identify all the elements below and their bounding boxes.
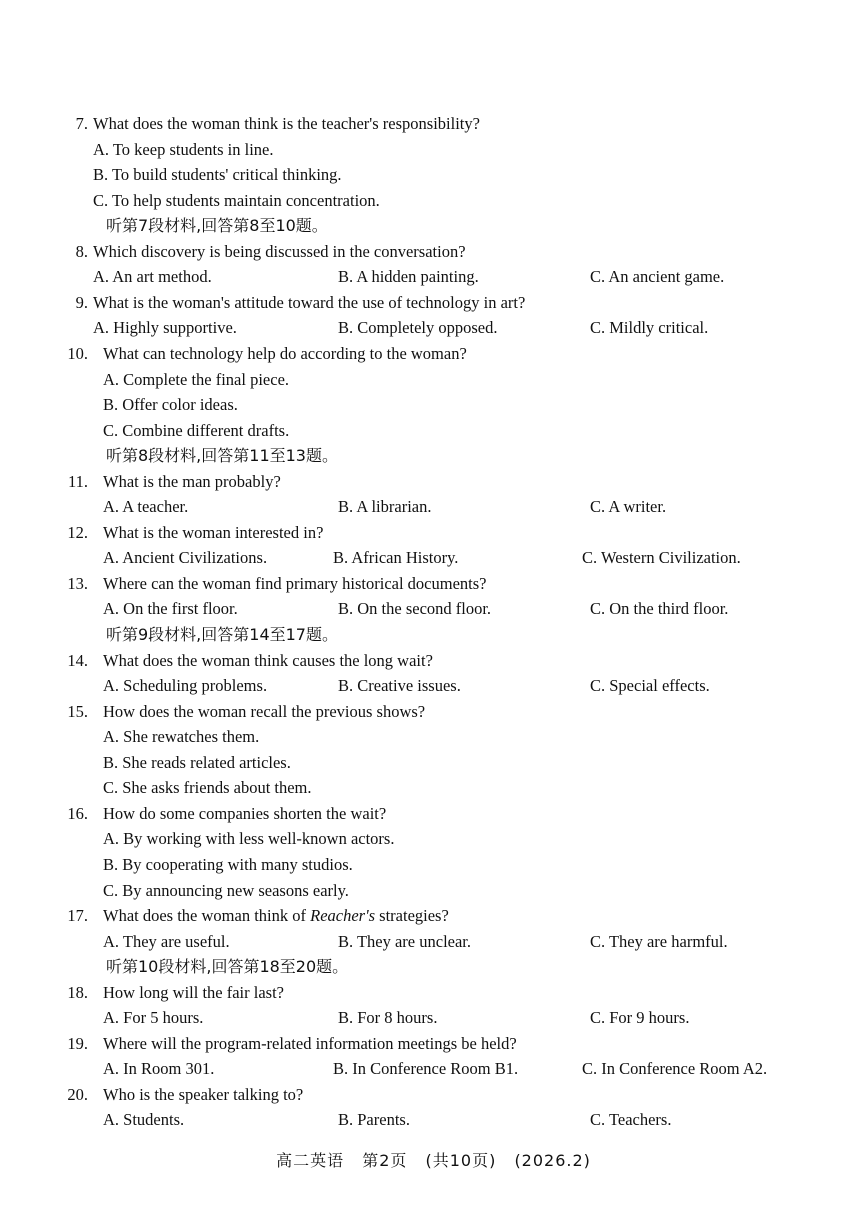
- question-text: How do some companies shorten the wait?: [103, 803, 387, 823]
- option-c: C. Western Civilization.: [582, 548, 741, 568]
- option-row: [0, 1057, 867, 1081]
- option-c: C. A writer.: [590, 497, 667, 517]
- question-text: Which discovery is being discussed in the conversation?: [93, 241, 466, 261]
- question-text: Who is the speaker talking to?: [103, 1084, 304, 1104]
- option-a: A. In Room 301.: [103, 1059, 215, 1079]
- option-b: B. Parents.: [338, 1110, 410, 1130]
- question-text: What is the woman interested in?: [103, 522, 324, 542]
- option-row: [0, 316, 867, 340]
- question-line: [0, 802, 867, 826]
- question-text: What can technology help do according to the woman?: [103, 343, 467, 363]
- option-b: B. To build students' critical thinking.: [93, 165, 342, 185]
- option-b: B. By cooperating with many studios.: [103, 854, 353, 874]
- question-text: What does the woman think is the teacher's responsibility?: [93, 114, 480, 133]
- option-c: C. Mildly critical.: [590, 318, 709, 338]
- footer-date: (2026.2): [514, 1151, 591, 1170]
- option-a: A. Students.: [103, 1110, 185, 1130]
- option-a: A. To keep students in line.: [93, 139, 274, 159]
- option-a: A. On the first floor.: [103, 599, 238, 619]
- option-c: C. An ancient game.: [590, 267, 725, 287]
- option-c: C. To help students maintain concentration.: [93, 190, 380, 210]
- option-row: [0, 265, 867, 289]
- question-number: 9.: [75, 292, 88, 312]
- question-text: What is the man probably?: [103, 471, 281, 491]
- question-number: 18.: [67, 982, 88, 1002]
- option-c: C. By announcing new seasons early.: [103, 880, 349, 900]
- option-b: B. Offer color ideas.: [103, 395, 238, 415]
- section-instruction: 听第9段材料,回答第14至17题。: [106, 625, 338, 644]
- question-text: Where can the woman find primary historical documents?: [103, 573, 487, 593]
- question-number: 11.: [67, 471, 88, 491]
- question-number: 14.: [67, 650, 88, 670]
- footer-total: (共10页): [425, 1151, 497, 1170]
- footer-page: 第2页: [362, 1151, 408, 1170]
- option-row: [0, 495, 867, 519]
- option-c: C. On the third floor.: [590, 599, 729, 619]
- section-instruction: 听第7段材料,回答第8至10题。: [106, 216, 328, 236]
- question-number: 16.: [67, 803, 88, 823]
- question-line: [0, 112, 867, 136]
- option-a: A. For 5 hours.: [103, 1008, 204, 1028]
- question-number: 7.: [75, 114, 88, 133]
- option-c: C. For 9 hours.: [590, 1008, 690, 1028]
- question-number: 19.: [67, 1033, 88, 1053]
- question-line: [0, 904, 867, 928]
- option-a: A. By working with less well-known actors.: [103, 829, 395, 849]
- option-b: B. They are unclear.: [338, 931, 472, 951]
- question-line: [0, 700, 867, 724]
- question-text: What does the woman think of Reacher's strategies?: [103, 906, 449, 926]
- question-line: [0, 981, 867, 1005]
- option-row: [0, 546, 867, 570]
- question-line: [0, 470, 867, 494]
- option-row: [0, 674, 867, 698]
- option-b: B. African History.: [333, 548, 459, 568]
- option-a: A. Highly supportive.: [93, 318, 237, 338]
- option-b: B. Completely opposed.: [338, 318, 498, 338]
- question-number: 15.: [67, 701, 88, 721]
- question-text: What is the woman's attitude toward the use of technology in art?: [93, 292, 526, 312]
- option-b: B. In Conference Room B1.: [333, 1059, 519, 1079]
- option-b: B. On the second floor.: [338, 599, 492, 619]
- option-a: A. She rewatches them.: [103, 727, 260, 747]
- question-line: [0, 521, 867, 545]
- question-line: [0, 1032, 867, 1056]
- question-line: [0, 572, 867, 596]
- option-b: B. A librarian.: [338, 497, 432, 517]
- page-footer: [0, 1148, 867, 1171]
- section-instruction: 听第10段材料,回答第18至20题。: [106, 957, 349, 977]
- option-b: B. A hidden painting.: [338, 267, 479, 287]
- option-row: [0, 1006, 867, 1030]
- option-b: B. Creative issues.: [338, 676, 461, 696]
- option-c: C. She asks friends about them.: [103, 778, 312, 798]
- question-number: 8.: [75, 241, 88, 261]
- question-text: What does the woman think causes the long wait?: [103, 650, 433, 670]
- question-line: [0, 1083, 867, 1107]
- footer-subject: 高二英语: [276, 1151, 345, 1170]
- question-number: 10.: [67, 343, 88, 363]
- option-a: A. Ancient Civilizations.: [103, 548, 268, 568]
- question-line: [0, 240, 867, 264]
- question-text: Where will the program-related information meetings be held?: [103, 1033, 517, 1053]
- option-row: [0, 930, 867, 954]
- question-number: 17.: [67, 906, 88, 926]
- question-line: [0, 342, 867, 366]
- question-text: How does the woman recall the previous shows?: [103, 701, 426, 721]
- question-number: 12.: [67, 522, 88, 542]
- option-a: A. Scheduling problems.: [103, 676, 268, 696]
- question-number: 20.: [67, 1084, 88, 1104]
- book-title: Reacher's: [310, 906, 376, 926]
- option-c: C. Teachers.: [590, 1110, 672, 1130]
- option-c: C. Special effects.: [590, 676, 710, 696]
- option-c: C. In Conference Room A2.: [582, 1059, 768, 1079]
- option-a: A. A teacher.: [103, 497, 189, 517]
- option-a: A. Complete the final piece.: [103, 369, 290, 389]
- option-a: A. An art method.: [93, 267, 212, 287]
- option-b: B. For 8 hours.: [338, 1008, 438, 1028]
- question-line: [0, 649, 867, 673]
- section-instruction: 听第8段材料,回答第11至13题。: [106, 446, 338, 466]
- option-c: C. Combine different drafts.: [103, 420, 290, 440]
- option-a: A. They are useful.: [103, 931, 230, 951]
- question-line: [0, 291, 867, 315]
- question-number: 13.: [67, 573, 88, 593]
- option-c: C. They are harmful.: [590, 931, 728, 951]
- option-row: [0, 597, 867, 621]
- option-b: B. She reads related articles.: [103, 752, 291, 772]
- question-text: How long will the fair last?: [103, 982, 285, 1002]
- option-row: [0, 1108, 867, 1132]
